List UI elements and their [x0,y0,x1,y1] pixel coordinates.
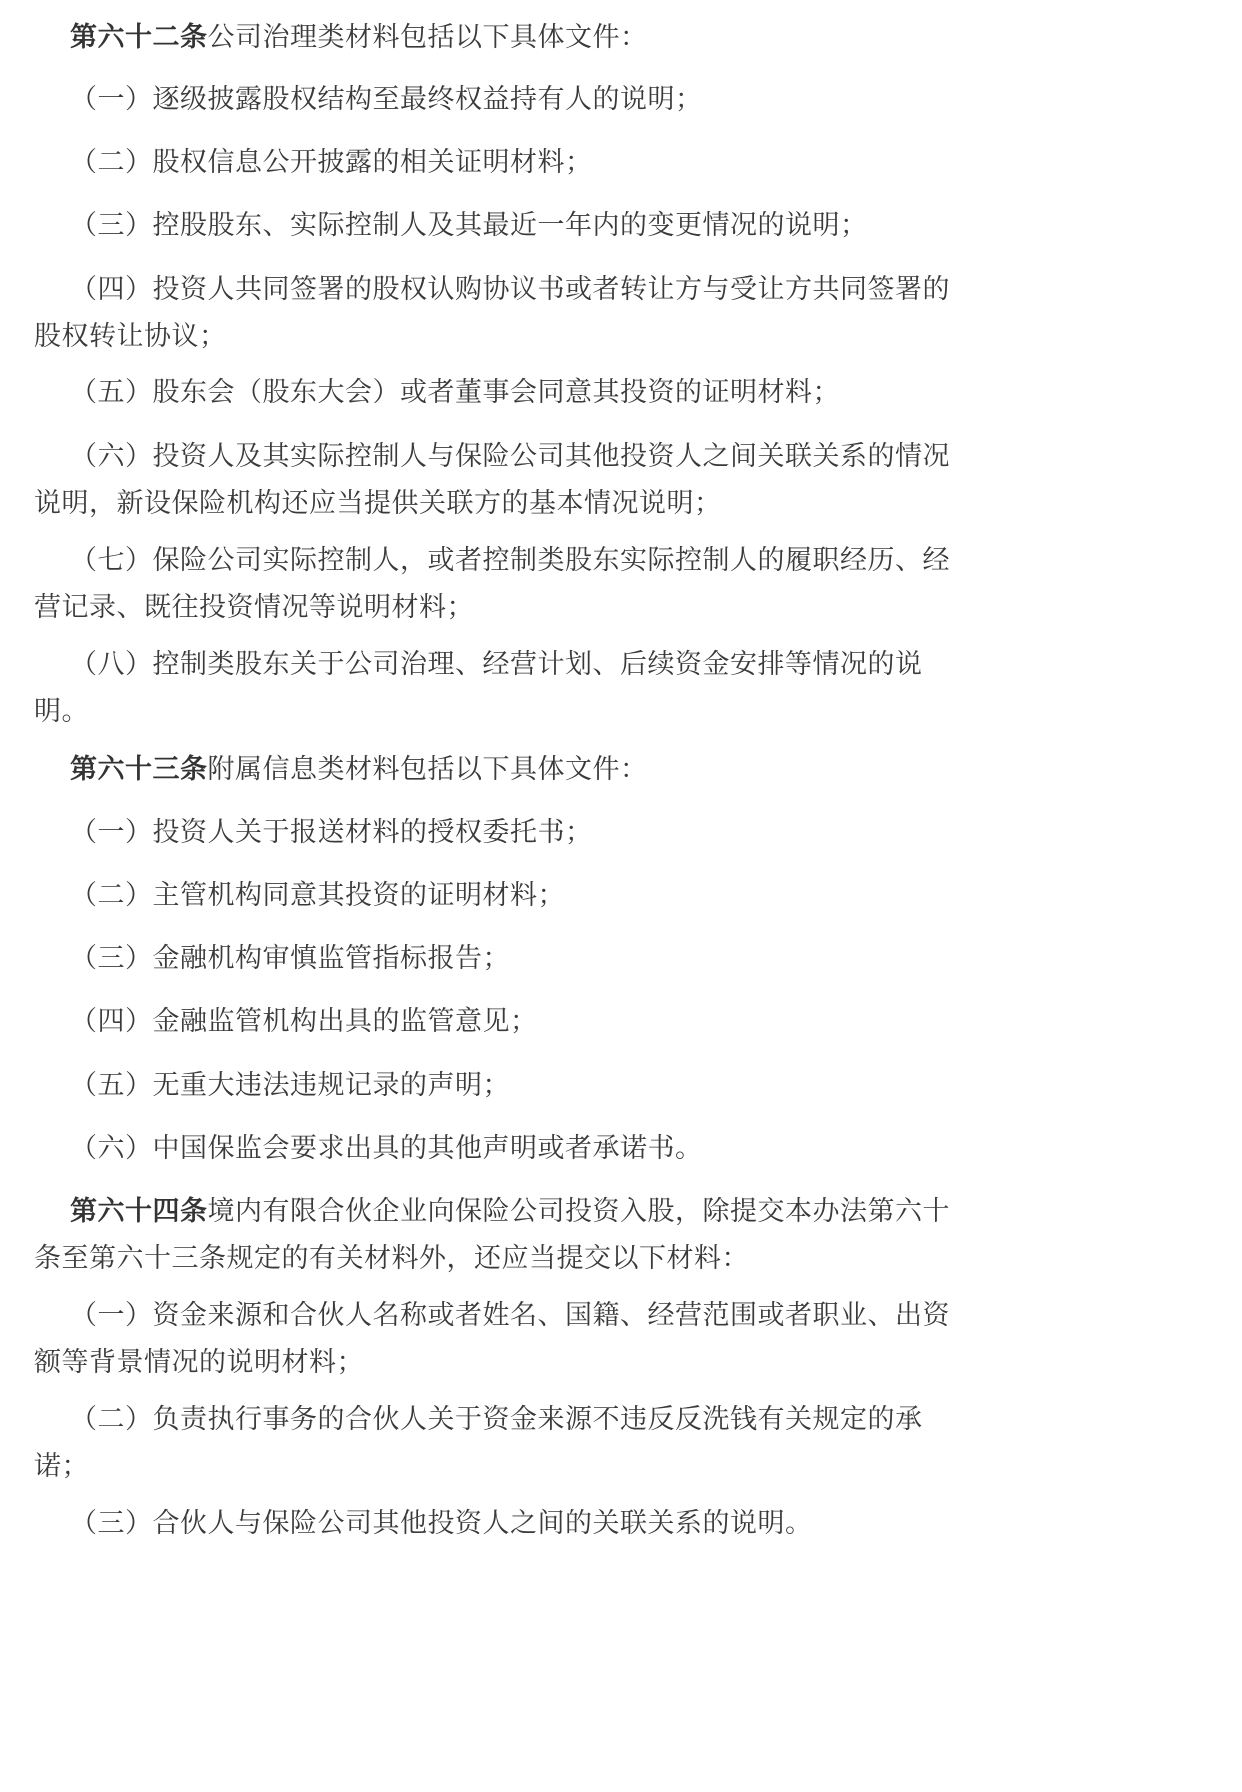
article-64-title: 第六十四条 [70,1196,208,1227]
article-62-item-5: （五）股东会（股东大会）或者董事会同意其投资的证明材料； [70,377,840,408]
article-62-item-8: （八）控制类股东关于公司治理、经营计划、后续资金安排等情况的说明。 [34,649,923,727]
article-62-item-3: （三）控股股东、实际控制人及其最近一年内的变更情况的说明； [70,210,868,241]
article-62-item-1: （一）逐级披露股权结构至最终权益持有人的说明； [70,84,703,115]
article-62-item-6: （六）投资人及其实际控制人与保险公司其他投资人之间关联关系的情况说明，新设保险机构还应当提供关联方的基本情况说明； [34,441,950,519]
article-64-item-3: （三）合伙人与保险公司其他投资人之间的关联关系的说明。 [70,1508,813,1539]
article-63-title: 第六十三条 [70,754,208,785]
article-63-item-5: （五）无重大违法违规记录的声明； [70,1070,510,1101]
article-62-item-4: （四）投资人共同签署的股权认购协议书或者转让方与受让方共同签署的股权转让协议； [34,274,950,352]
article-63-item-1: （一）投资人关于报送材料的授权委托书； [70,817,593,848]
article-64-item-1: （一）资金来源和合伙人名称或者姓名、国籍、经营范围或者职业、出资额等背景情况的说明材料； [34,1300,950,1378]
article-62-item-2: （二）股权信息公开披露的相关证明材料； [70,147,593,178]
article-63-item-3: （三）金融机构审慎监管指标报告； [70,943,510,974]
article-64-intro: 境内有限合伙企业向保险公司投资入股，除提交本办法第六十条至第六十三条规定的有关材料外，还应当提交以下材料： [34,1196,950,1274]
article-63-item-2: （二）主管机构同意其投资的证明材料； [70,880,565,911]
article-63-heading [34,746,964,793]
article-63-intro: 附属信息类材料包括以下具体文件： [207,754,648,785]
article-63-item-4: （四）金融监管机构出具的监管意见； [70,1006,538,1037]
article-62-title: 第六十二条 [70,22,208,53]
article-63-item-6: （六）中国保监会要求出具的其他声明或者承诺书。 [70,1133,703,1164]
article-62-heading [34,14,964,61]
article-62-intro: 公司治理类材料包括以下具体文件： [207,22,648,53]
article-62-item-7: （七）保险公司实际控制人，或者控制类股东实际控制人的履职经历、经营记录、既往投资情况等说明材料； [34,545,950,623]
article-64-heading [34,1188,964,1282]
article-64-item-2: （二）负责执行事务的合伙人关于资金来源不违反反洗钱有关规定的承诺； [34,1404,923,1482]
